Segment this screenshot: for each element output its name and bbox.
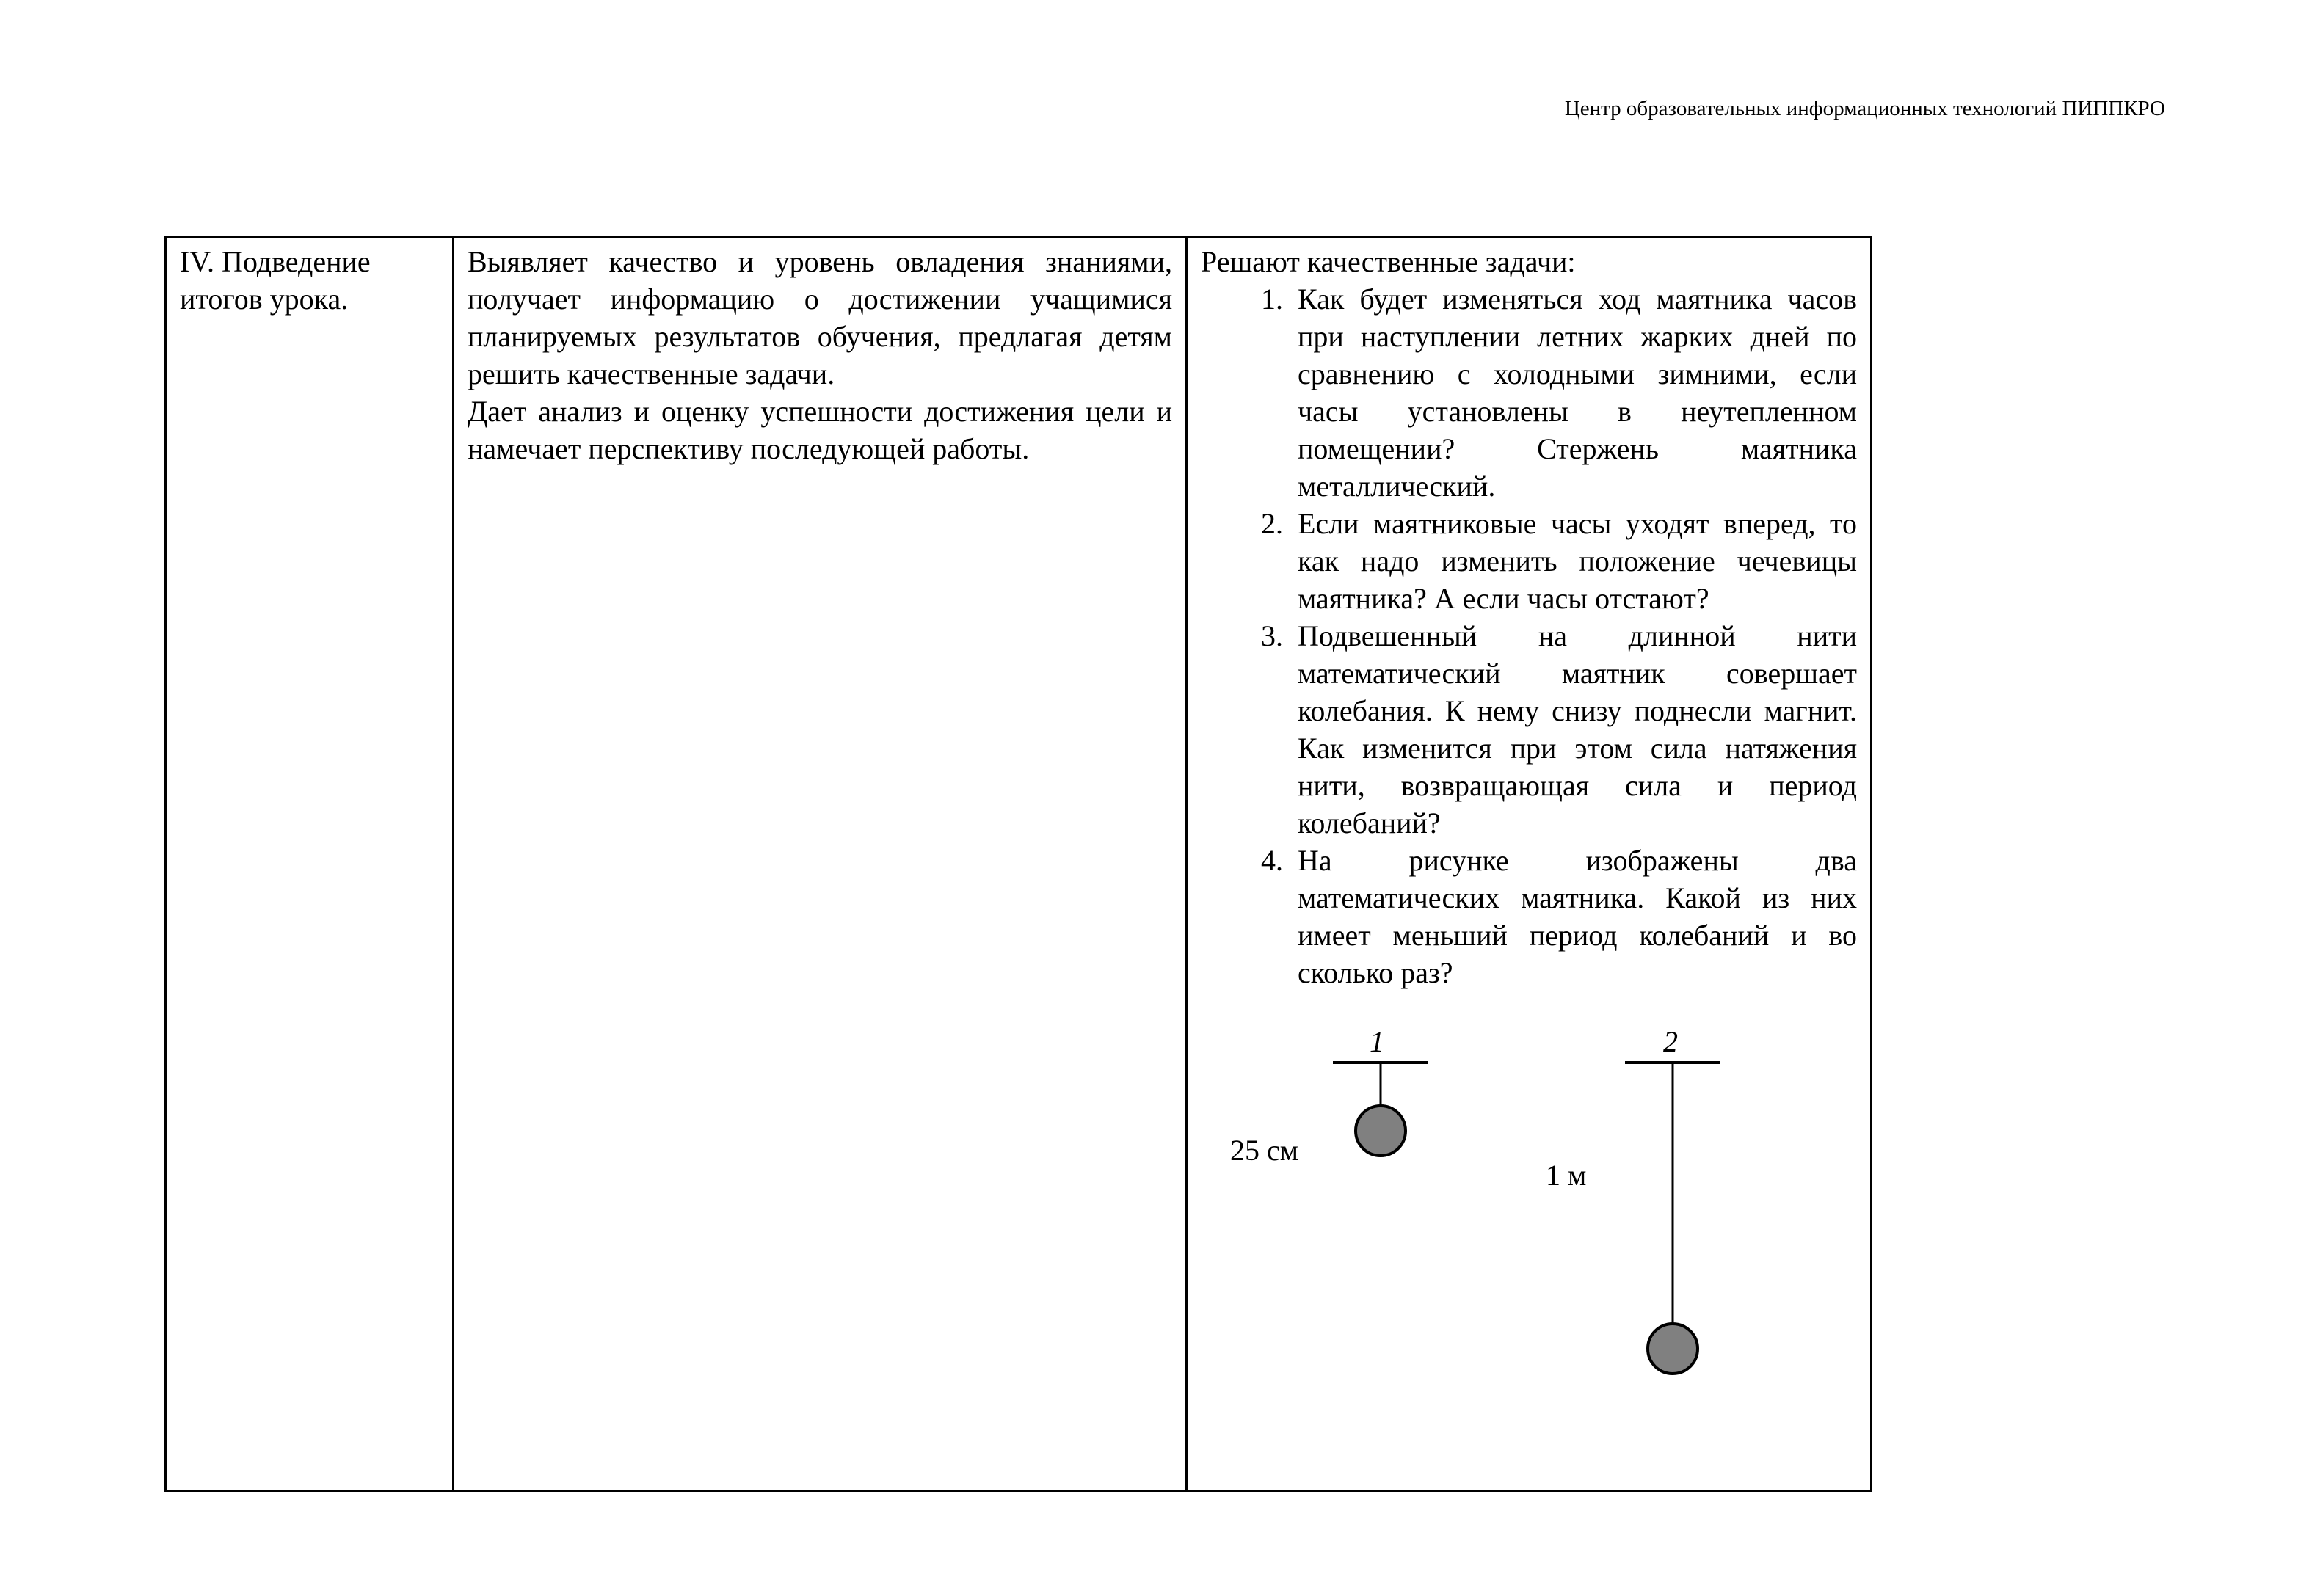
task-number: 3. bbox=[1261, 619, 1283, 652]
task-number: 2. bbox=[1261, 507, 1283, 540]
teacher-activity-cell bbox=[454, 237, 1187, 1491]
teacher-paragraph-1: Выявляет качество и уровень овладения знаниями, получает информацию о достижении учащимися планируемых результатов обучения, предлагая детям решить качественные задачи. bbox=[468, 245, 1172, 390]
pendulum-2-bob bbox=[1648, 1324, 1698, 1374]
lesson-table bbox=[164, 236, 1872, 1492]
stage-cell bbox=[166, 237, 454, 1491]
list-item bbox=[1201, 842, 1857, 991]
teacher-paragraph-2: Дает анализ и оценку успешности достижения цели и намечает перспективу последующей работы. bbox=[468, 395, 1172, 465]
stage-title: IV. Подведение итогов урока. bbox=[180, 245, 371, 316]
pendulum-2-number: 2 bbox=[1663, 1025, 1678, 1058]
pendulum-1-number: 1 bbox=[1370, 1025, 1384, 1058]
task-text: Если маятниковые часы уходят вперед, то как надо изменить положение чечевицы маятника? А если часы отстают? bbox=[1298, 507, 1857, 615]
task-text: Как будет изменяться ход маятника часов при наступлении летних жарких дней по сравнению с холодными зимними, если часы установлены в неутепленном помещении? Стержень маятника металлический. bbox=[1298, 283, 1857, 503]
page-header: Центр образовательных информационных технологий ПИППКРО bbox=[1564, 97, 2165, 120]
pendulum-diagram bbox=[1201, 991, 1886, 1402]
teacher-activity bbox=[468, 243, 1172, 467]
students-intro: Решают качественные задачи: bbox=[1201, 245, 1576, 278]
task-text: Подвешенный на длинной нити математический маятник совершает колебания. К нему снизу поднесли магнит. Как изменится при этом сила натяжения нити, возвращающая сила и период колебаний? bbox=[1298, 619, 1857, 839]
task-number: 1. bbox=[1261, 283, 1283, 316]
list-item bbox=[1201, 505, 1857, 617]
task-list bbox=[1201, 280, 1857, 991]
task-text: На рисунке изображены два математических маятника. Какой из них имеет меньший период колебаний и во сколько раз? bbox=[1298, 844, 1857, 989]
table-row bbox=[166, 237, 1872, 1491]
pendulum-2-length: 1 м bbox=[1546, 1159, 1587, 1192]
student-activity-cell bbox=[1187, 237, 1872, 1491]
task-number: 4. bbox=[1261, 844, 1283, 877]
pendulum-1-length: 25 см bbox=[1230, 1134, 1299, 1167]
pendulum-1-bob bbox=[1356, 1106, 1406, 1156]
pendulum-figure bbox=[1201, 991, 1886, 1402]
list-item bbox=[1201, 280, 1857, 505]
list-item bbox=[1201, 617, 1857, 842]
